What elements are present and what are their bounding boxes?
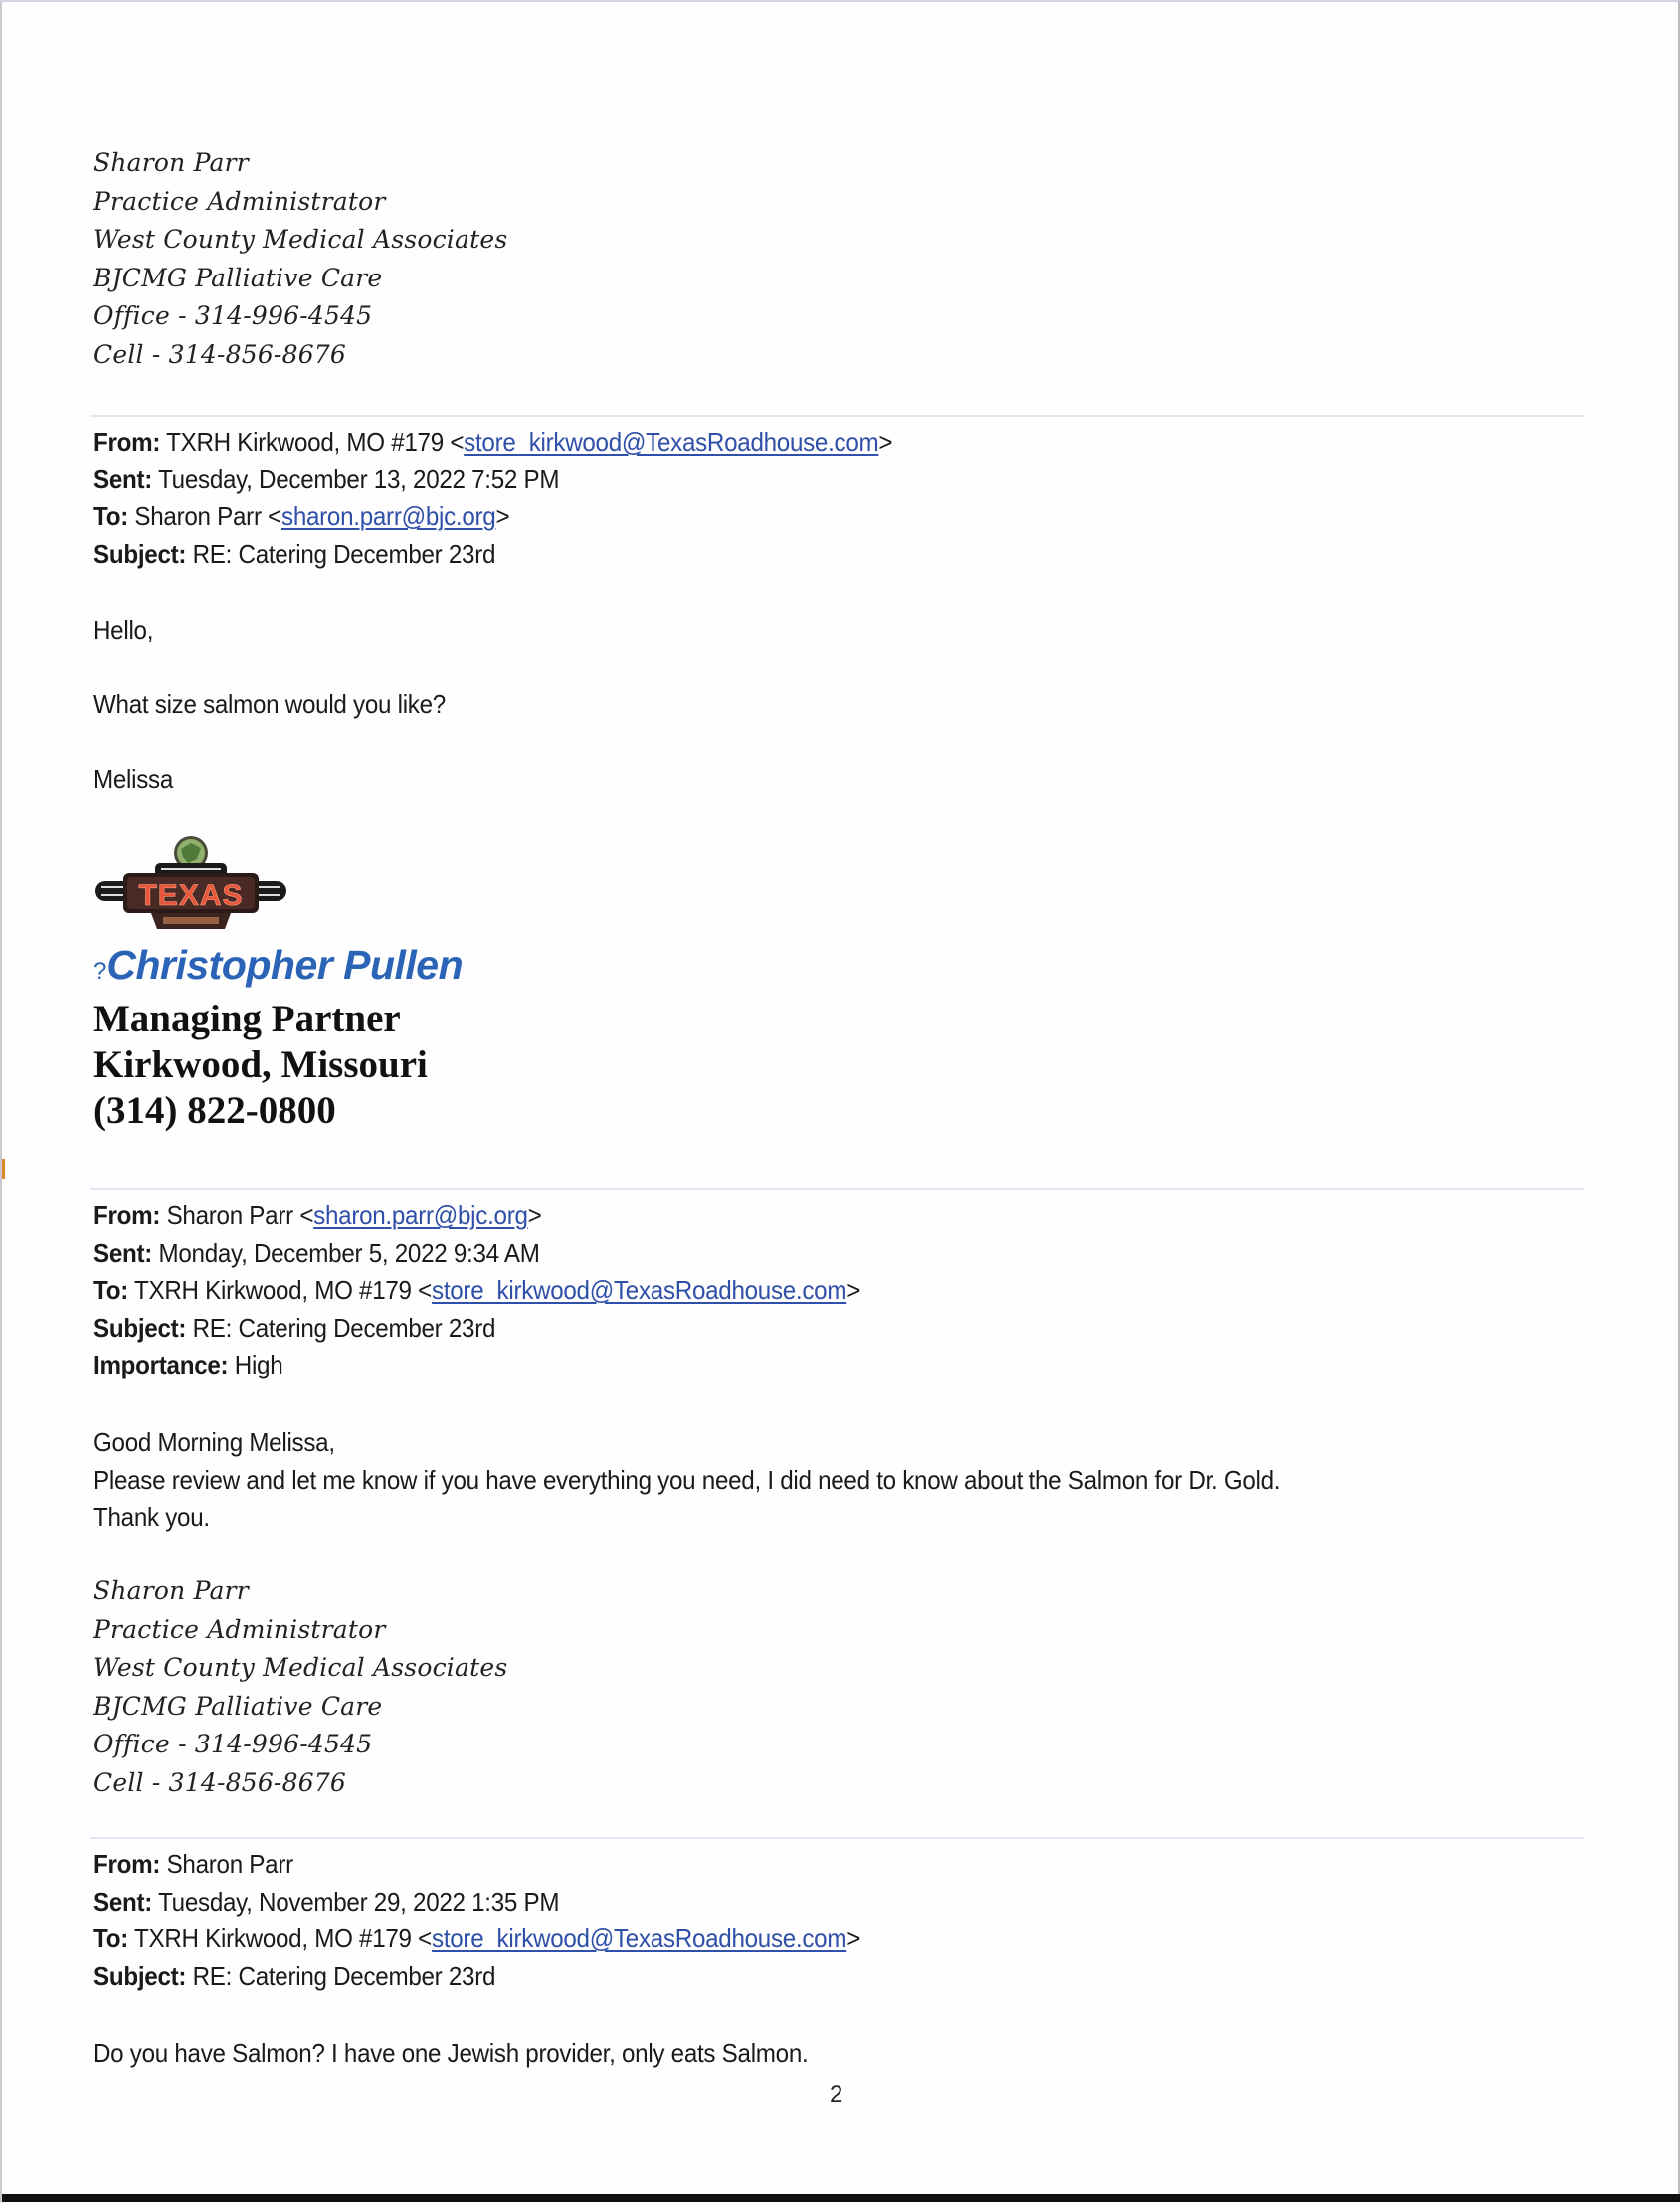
signature-department: BJCMG Palliative Care	[93, 1691, 383, 1721]
to-name: TXRH Kirkwood, MO #179	[133, 1924, 412, 1953]
signature-department: BJCMG Palliative Care	[93, 263, 383, 292]
to-email-link[interactable]: sharon.parr@bjc.org	[281, 501, 496, 531]
subject-line	[93, 1310, 860, 1348]
email-body-greeting: Hello,	[93, 615, 154, 644]
from-name: Sharon Parr	[166, 1849, 293, 1879]
importance-line	[93, 1347, 860, 1384]
from-label: From:	[93, 1849, 161, 1879]
unknown-character: ?	[93, 958, 107, 985]
from-label: From:	[93, 1200, 161, 1230]
from-line: From: TXRH Kirkwood, MO #179 <store_kirkwood@TexasRoadhouse.com>	[93, 427, 893, 457]
sent-label: Sent:	[93, 1886, 153, 1917]
signature-title: Practice Administrator	[93, 186, 386, 216]
importance-label: Importance:	[93, 1350, 229, 1379]
sent-line	[93, 461, 892, 499]
sent-date: Monday, December 5, 2022 9:34 AM	[158, 1237, 540, 1268]
signature-office-phone: Office - 314-996-4545	[93, 301, 373, 330]
sent-label: Sent:	[93, 463, 153, 494]
email-body-signoff: Melissa	[93, 764, 174, 794]
importance-value: High	[234, 1350, 283, 1379]
email-body-question: Do you have Salmon? I have one Jewish provider, only eats Salmon.	[93, 2038, 809, 2068]
from-line	[93, 1846, 860, 1884]
scan-artifact	[2, 1159, 5, 1179]
subject-label: Subject:	[93, 1960, 187, 1991]
subject-label: Subject:	[93, 538, 187, 569]
to-name: Sharon Parr	[134, 501, 262, 531]
to-label: To:	[93, 501, 128, 531]
sent-line	[93, 1884, 860, 1922]
subject-line	[93, 1958, 860, 1996]
to-name: TXRH Kirkwood, MO #179	[133, 1275, 412, 1305]
email-header	[93, 424, 892, 573]
message-separator	[90, 1188, 1584, 1190]
from-email-link[interactable]: store_kirkwood@TexasRoadhouse.com	[464, 427, 879, 457]
logo-text: TEXAS	[138, 879, 244, 912]
email-body-question: What size salmon would you like?	[93, 689, 446, 719]
to-email-link[interactable]: store_kirkwood@TexasRoadhouse.com	[432, 1275, 847, 1305]
contact-title: Managing Partner	[93, 998, 401, 1040]
signature-contact-name	[93, 942, 463, 989]
page-number: 2	[830, 2081, 843, 2108]
signature-cell-phone: Cell - 314-856-8676	[93, 1767, 347, 1797]
email-header	[93, 1197, 860, 1384]
email-body-greeting: Good Morning Melissa,	[93, 1427, 335, 1457]
sent-line	[93, 1235, 860, 1273]
sent-date: Tuesday, December 13, 2022 7:52 PM	[158, 463, 560, 494]
signature-contact-details	[93, 997, 428, 1134]
email-header	[93, 1846, 860, 1995]
to-line: To: TXRH Kirkwood, MO #179 <store_kirkwood@TexasRoadhouse.com>	[93, 1275, 861, 1305]
scan-bottom-edge	[2, 2194, 1680, 2202]
subject-text: RE: Catering December 23rd	[192, 538, 496, 569]
signature-block	[93, 1572, 507, 1802]
signature-organization: West County Medical Associates	[93, 1653, 508, 1682]
signature-title: Practice Administrator	[93, 1614, 386, 1644]
message-separator	[90, 415, 1584, 417]
message-separator	[90, 1837, 1584, 1839]
email-body-thanks: Thank you.	[93, 1502, 210, 1532]
signature-name: Sharon Parr	[93, 1576, 249, 1605]
contact-name: Christopher Pullen	[106, 942, 464, 988]
from-name: Sharon Parr	[166, 1200, 293, 1230]
from-label: From:	[93, 427, 161, 457]
email-body	[93, 1424, 1280, 1537]
signature-name: Sharon Parr	[93, 148, 249, 177]
subject-label: Subject:	[93, 1312, 187, 1343]
subject-text: RE: Catering December 23rd	[192, 1960, 496, 1991]
from-email-link[interactable]: sharon.parr@bjc.org	[313, 1200, 528, 1230]
to-label: To:	[93, 1275, 128, 1305]
sent-date: Tuesday, November 29, 2022 1:35 PM	[158, 1886, 560, 1917]
signature-cell-phone: Cell - 314-856-8676	[93, 339, 347, 369]
sent-label: Sent:	[93, 1237, 153, 1268]
signature-office-phone: Office - 314-996-4545	[93, 1730, 373, 1758]
from-name: TXRH Kirkwood, MO #179	[166, 427, 444, 457]
to-email-link[interactable]: store_kirkwood@TexasRoadhouse.com	[432, 1924, 847, 1953]
contact-location: Kirkwood, Missouri	[93, 1043, 428, 1086]
signature-organization: West County Medical Associates	[93, 225, 508, 254]
from-line: From: Sharon Parr <sharon.parr@bjc.org>	[93, 1200, 542, 1230]
texas-roadhouse-logo-icon	[93, 831, 288, 939]
signature-block-top	[93, 144, 507, 374]
contact-phone: (314) 822-0800	[93, 1089, 336, 1132]
to-line: To: TXRH Kirkwood, MO #179 <store_kirkwood@TexasRoadhouse.com>	[93, 1924, 861, 1953]
subject-line	[93, 536, 892, 574]
email-body-request: Please review and let me know if you have everything you need, I did need to know about the Salmon for Dr. Gold.	[93, 1464, 1281, 1495]
subject-text: RE: Catering December 23rd	[192, 1312, 496, 1343]
to-label: To:	[93, 1924, 128, 1953]
to-line: To: Sharon Parr <sharon.parr@bjc.org>	[93, 501, 510, 531]
